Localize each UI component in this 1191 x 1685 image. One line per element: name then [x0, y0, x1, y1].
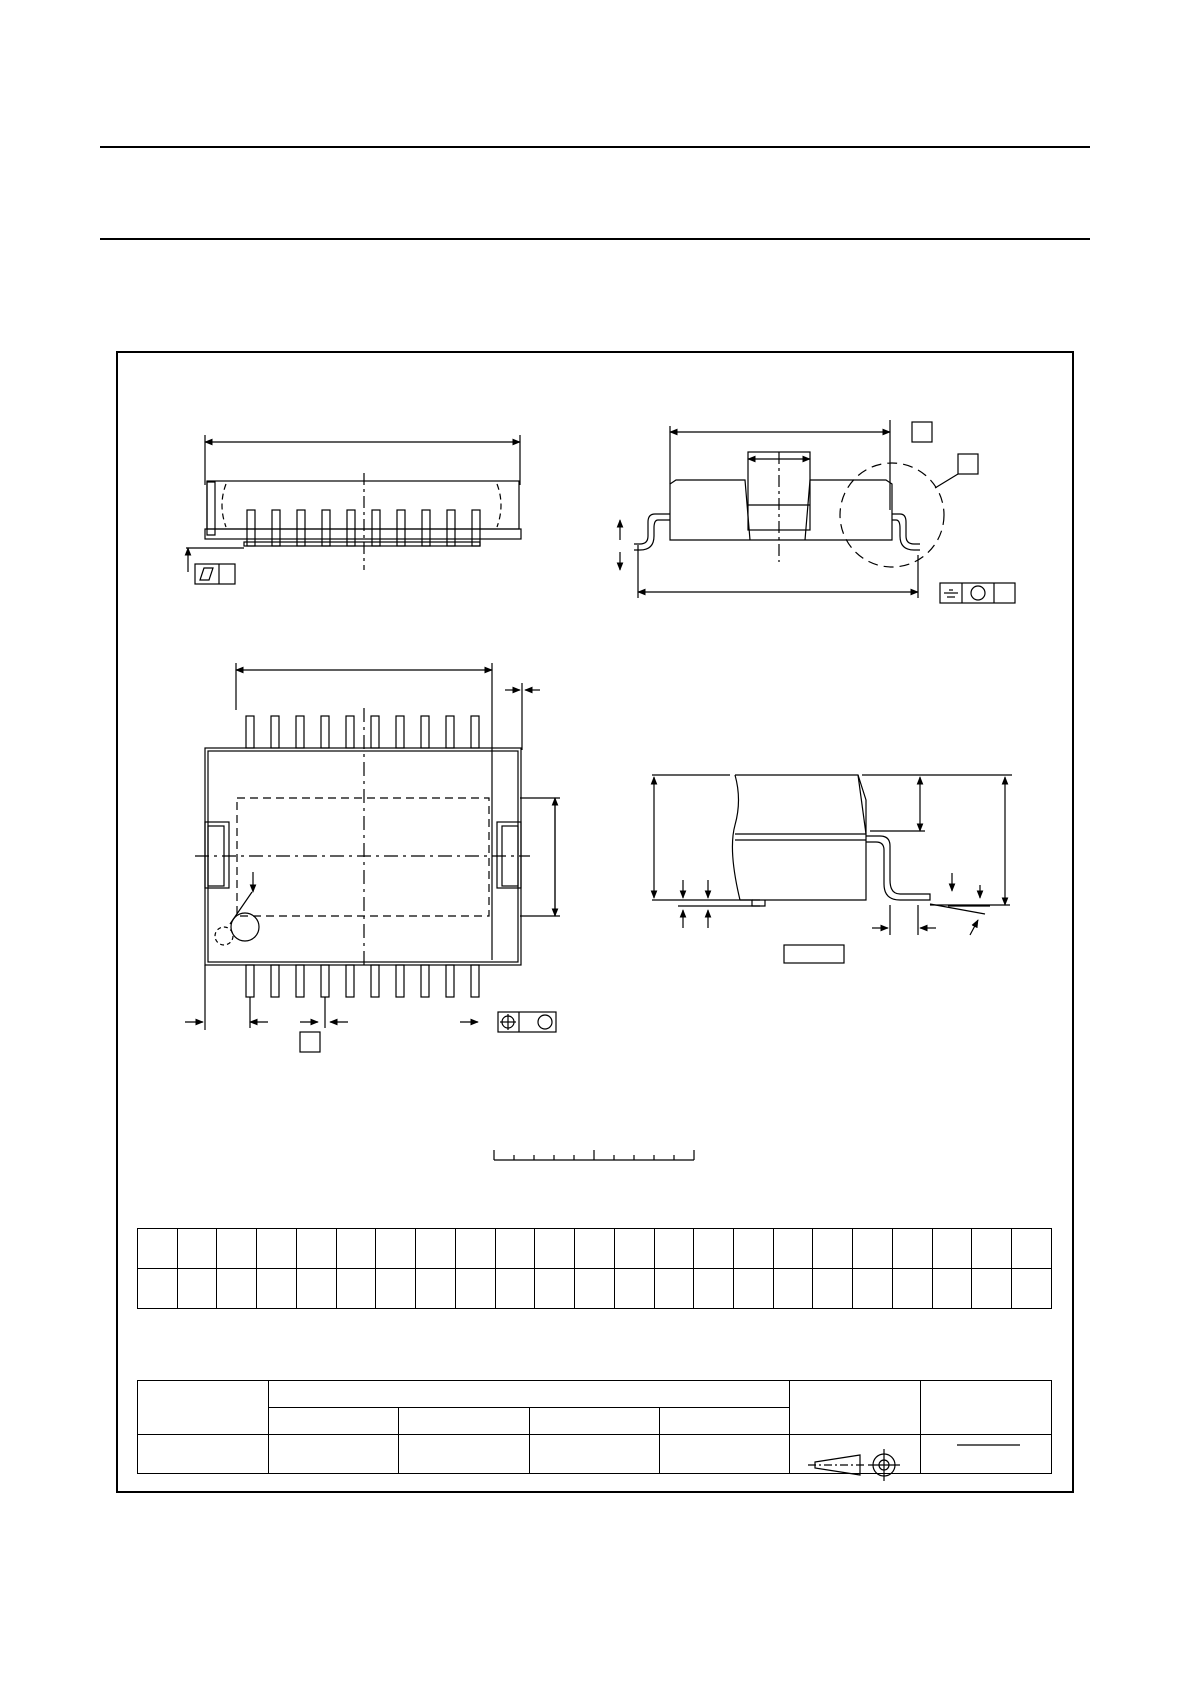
dimension-cell [416, 1229, 456, 1269]
dimension-cell [972, 1269, 1012, 1309]
dimension-cell [654, 1269, 694, 1309]
position-symbol [498, 1012, 556, 1032]
dimension-cell [1012, 1229, 1052, 1269]
outline-version-table [137, 1380, 1052, 1474]
dimension-cell [296, 1269, 336, 1309]
issue-date-header [921, 1381, 1052, 1435]
dimension-cell [575, 1269, 615, 1309]
detail-lead-profile [652, 775, 1012, 963]
dimension-cell [892, 1229, 932, 1269]
end-view-with-detail-circle [620, 420, 1015, 603]
table-row [138, 1435, 1052, 1474]
dimension-cell [773, 1229, 813, 1269]
top-view-leads-lower [246, 965, 479, 997]
outline-version-cell [138, 1435, 269, 1474]
dimension-cell [734, 1269, 774, 1309]
dimension-cell [614, 1269, 654, 1309]
dimension-cell [932, 1229, 972, 1269]
top-view-leads-upper [246, 716, 479, 748]
reference-column [269, 1408, 399, 1435]
dimension-cell [813, 1229, 853, 1269]
flatness-symbol [195, 564, 235, 584]
dimension-cell [336, 1229, 376, 1269]
dimension-cell [972, 1229, 1012, 1269]
dimension-cell [257, 1269, 297, 1309]
dimension-cell [773, 1269, 813, 1309]
dimension-cell [217, 1269, 257, 1309]
dimension-cell [932, 1269, 972, 1309]
dimension-cell [853, 1269, 893, 1309]
table-row [138, 1381, 1052, 1408]
dimension-cell [495, 1229, 535, 1269]
top-view-with-heatsink [185, 663, 560, 1052]
projection-header [790, 1381, 921, 1435]
outline-version-header [138, 1381, 269, 1435]
dimension-cell [813, 1269, 853, 1309]
dimension-cell [257, 1229, 297, 1269]
dimension-cell [296, 1229, 336, 1269]
dimension-cell [892, 1269, 932, 1309]
reference-column [399, 1408, 529, 1435]
reference-cell [399, 1435, 529, 1474]
reference-cell [659, 1435, 789, 1474]
reference-column [659, 1408, 789, 1435]
dimension-cell [416, 1269, 456, 1309]
detail-label-box [784, 945, 844, 963]
dimension-cell [575, 1229, 615, 1269]
drawing-frame [117, 352, 1073, 1492]
dimension-cell [376, 1269, 416, 1309]
dimension-cell [654, 1229, 694, 1269]
dimension-table [137, 1228, 1052, 1309]
dimension-cell [336, 1269, 376, 1309]
dimension-cell [1012, 1269, 1052, 1309]
dimension-cell [138, 1269, 178, 1309]
dimension-cell [217, 1229, 257, 1269]
dimension-cell [177, 1229, 217, 1269]
dimension-cell [734, 1229, 774, 1269]
dimension-cell [535, 1269, 575, 1309]
table-row [138, 1229, 1052, 1269]
dimension-cell [614, 1229, 654, 1269]
dimension-cell [694, 1229, 734, 1269]
dimension-cell [138, 1229, 178, 1269]
reference-cell [529, 1435, 659, 1474]
table-row [138, 1269, 1052, 1309]
dimension-cell [694, 1269, 734, 1309]
dimension-cell [177, 1269, 217, 1309]
dimension-cell [495, 1269, 535, 1309]
reference-cell [269, 1435, 399, 1474]
side-view-leads [244, 510, 480, 546]
side-view-lead-row [186, 435, 521, 584]
dimension-cell [455, 1269, 495, 1309]
issue-date-cell [921, 1435, 1052, 1474]
dimension-cell [853, 1229, 893, 1269]
dimension-cell [455, 1229, 495, 1269]
projection-cell [790, 1435, 921, 1474]
reference-column [529, 1408, 659, 1435]
dimension-cell [535, 1229, 575, 1269]
profile-symbol [940, 583, 1015, 603]
scale-bar [494, 1150, 694, 1160]
references-header [269, 1381, 790, 1408]
dimension-cell [376, 1229, 416, 1269]
